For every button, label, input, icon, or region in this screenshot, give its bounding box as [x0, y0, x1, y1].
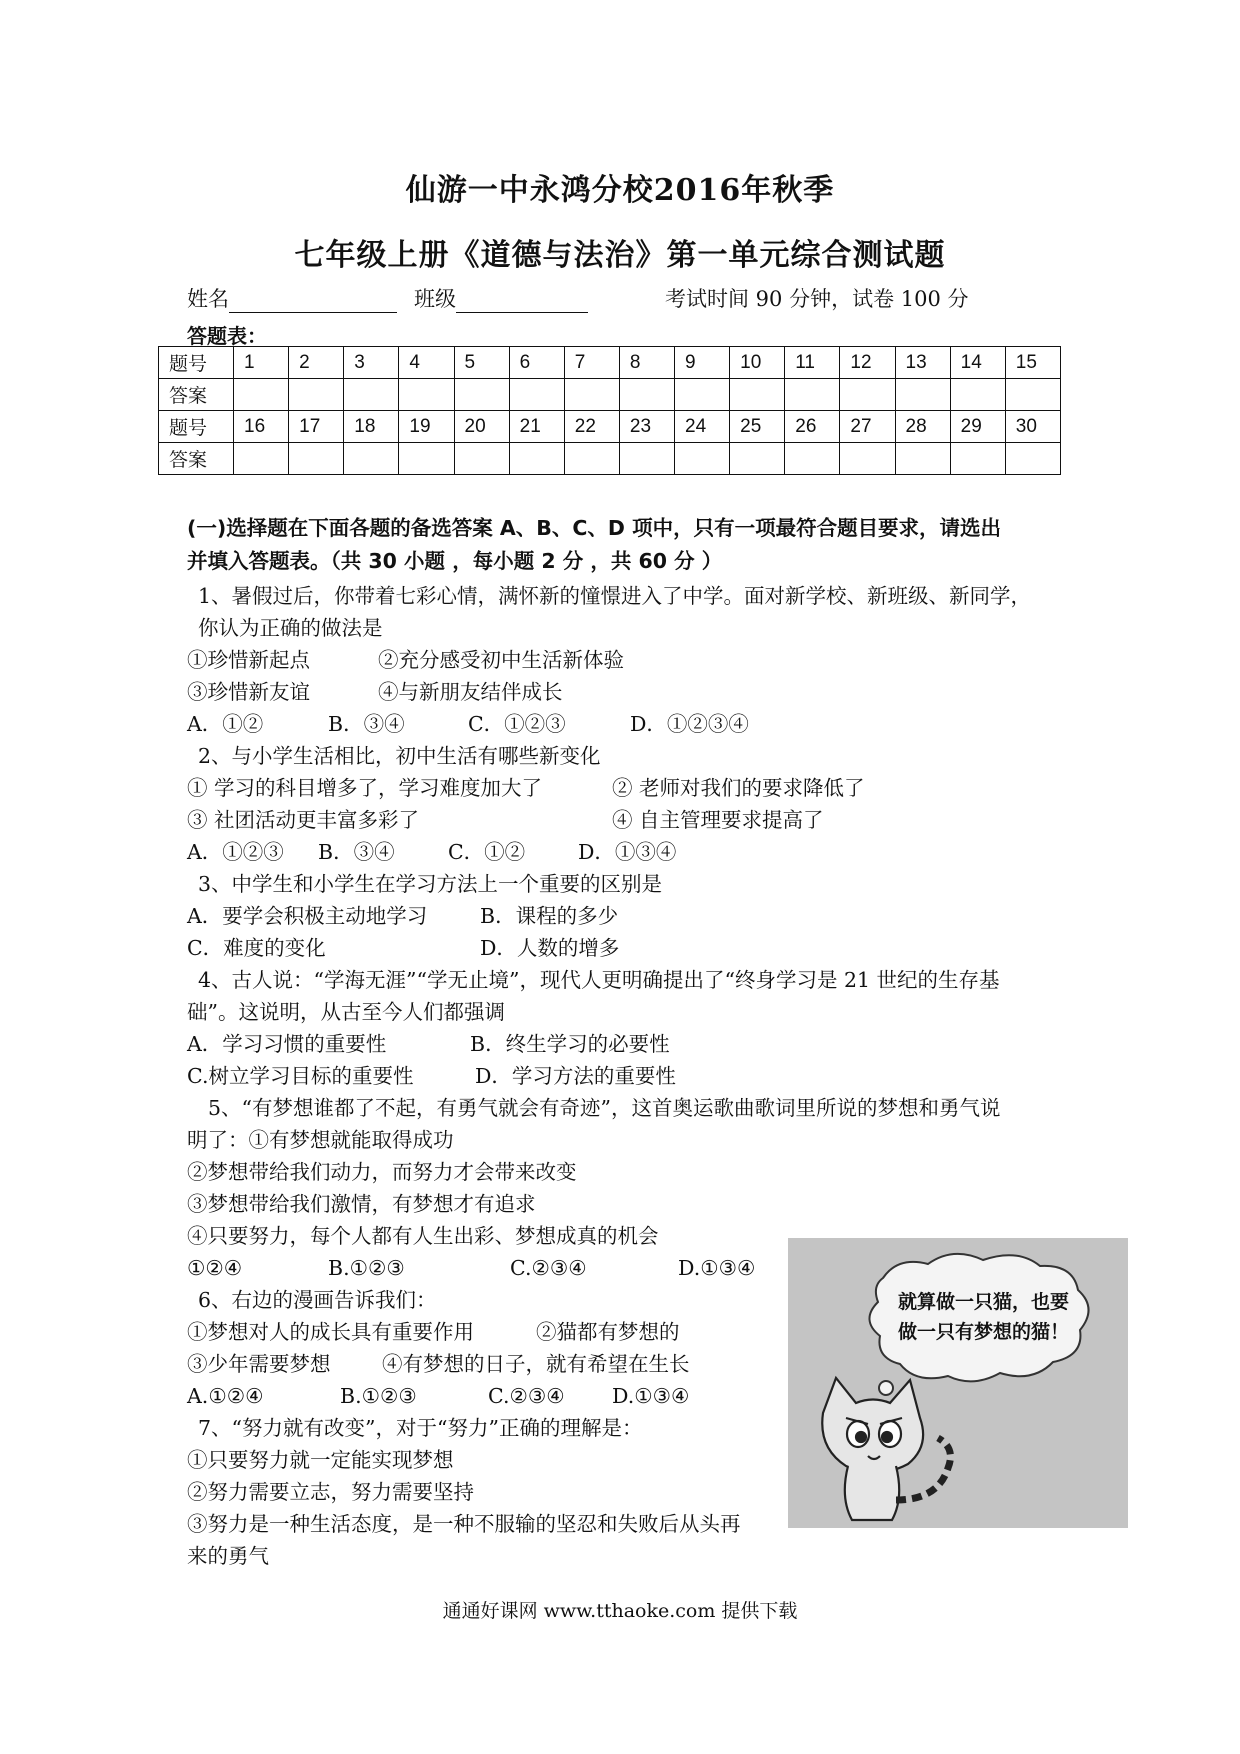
q1-choice-b: B．③④ [328, 712, 405, 736]
cat-cartoon-image [788, 1238, 1128, 1528]
question-number-cell: 23 [619, 411, 674, 443]
answer-cell[interactable] [509, 443, 564, 475]
answer-cell[interactable] [785, 443, 840, 475]
q6-option-3: ③少年需要梦想 [187, 1352, 331, 1376]
q5-option-3: ③梦想带给我们激情，有梦想才有追求 [187, 1192, 536, 1216]
exam-title-school: 仙游一中永鸿分校2016年秋季 [405, 173, 835, 208]
q4-stem-line2: 础”。这说明，从古至今人们都强调 [187, 1000, 505, 1024]
question-number-cell: 25 [730, 411, 785, 443]
q5-choice-b: B.①②③ [328, 1256, 405, 1280]
answer-table-row-header: 答案 [159, 379, 234, 411]
q7-option-3-line1: ③努力是一种生活态度，是一种不服输的坚忍和失败后从头再 [187, 1512, 741, 1536]
q5-stem-line2: 明了：①有梦想就能取得成功 [187, 1128, 454, 1152]
question-number-cell: 9 [675, 347, 730, 379]
speech-text-line1: 就算做一只猫，也要 [898, 1291, 1070, 1313]
q1-stem-line1: 1、暑假过后，你带着七彩心情，满怀新的憧憬进入了中学。面对新学校、新班级、新同学， [198, 584, 1032, 608]
answer-table-row-header: 题号 [159, 347, 234, 379]
answer-cell[interactable] [840, 443, 895, 475]
answer-cell[interactable] [289, 443, 344, 475]
answer-cell[interactable] [344, 443, 399, 475]
answer-cell[interactable] [454, 379, 509, 411]
answer-table-row-header: 答案 [159, 443, 234, 475]
question-number-cell: 16 [234, 411, 289, 443]
question-number-cell: 29 [950, 411, 1005, 443]
answer-cell[interactable] [1005, 379, 1060, 411]
answer-cell[interactable] [454, 443, 509, 475]
answer-cell[interactable] [840, 379, 895, 411]
answer-cell[interactable] [509, 379, 564, 411]
question-number-cell: 20 [454, 411, 509, 443]
q4-choice-d: D．学习方法的重要性 [475, 1064, 676, 1088]
question-number-cell: 11 [785, 347, 840, 379]
exam-title-subject: 七年级上册《道德与法治》第一单元综合测试题 [294, 238, 946, 273]
q1-option-3: ③珍惜新友谊 [187, 680, 310, 704]
question-number-cell: 17 [289, 411, 344, 443]
answer-cell[interactable] [564, 379, 619, 411]
q2-stem: 2、与小学生活相比，初中生活有哪些新变化 [198, 744, 601, 768]
answer-cell[interactable] [344, 379, 399, 411]
answer-cell[interactable] [399, 443, 454, 475]
q6-option-1: ①梦想对人的成长具有重要作用 [187, 1320, 474, 1344]
name-blank[interactable] [229, 290, 397, 313]
question-number-cell: 27 [840, 411, 895, 443]
q6-choice-b: B.①②③ [340, 1384, 417, 1408]
q7-option-3-line2: 来的勇气 [187, 1544, 269, 1568]
q5-stem-line1: 5、“有梦想谁都了不起，有勇气就会有奇迹”，这首奥运歌曲歌词里所说的梦想和勇气说 [208, 1096, 1001, 1120]
question-number-cell: 4 [399, 347, 454, 379]
q4-choice-b: B．终生学习的必要性 [470, 1032, 670, 1056]
speech-cloud [869, 1254, 1088, 1381]
section-instructions-line1: (一)选择题在下面各题的备选答案 A、B、C、D 项中，只有一项最符合题目要求，请选出 [187, 516, 1002, 540]
answer-table-row-header: 题号 [159, 411, 234, 443]
q6-option-4: ④有梦想的日子，就有希望在生长 [382, 1352, 690, 1376]
question-number-cell: 1 [234, 347, 289, 379]
q2-option-1: ① 学习的科目增多了，学习难度加大了 [187, 776, 543, 800]
question-number-cell: 24 [675, 411, 730, 443]
answer-cell[interactable] [895, 379, 950, 411]
question-number-cell: 13 [895, 347, 950, 379]
footer-source: 通通好课网 www.tthaoke.com 提供下载 [442, 1600, 798, 1622]
q1-option-2: ②充分感受初中生活新体验 [378, 648, 624, 672]
q2-choice-b: B．③④ [318, 840, 395, 864]
q1-choice-c: C．①②③ [468, 712, 566, 736]
q2-choice-c: C．①② [448, 840, 526, 864]
question-number-cell: 6 [509, 347, 564, 379]
question-number-cell: 30 [1005, 411, 1060, 443]
answer-cell[interactable] [399, 379, 454, 411]
answer-cell[interactable] [950, 443, 1005, 475]
q5-choice-a: ①②④ [187, 1256, 243, 1280]
answer-cell[interactable] [289, 379, 344, 411]
q5-choice-c: C.②③④ [510, 1256, 587, 1280]
question-number-cell: 2 [289, 347, 344, 379]
question-number-cell: 7 [564, 347, 619, 379]
q3-choice-c: C．难度的变化 [187, 936, 326, 960]
q1-choice-a: A．①② [187, 712, 264, 736]
q4-stem-line1: 4、古人说：“学海无涯”“学无止境”，现代人更明确提出了“终身学习是 21 世纪的生存基 [198, 968, 1000, 992]
q3-choice-a: A．要学会积极主动地学习 [187, 904, 428, 928]
question-number-cell: 26 [785, 411, 840, 443]
question-number-cell: 10 [730, 347, 785, 379]
q7-stem: 7、“努力就有改变”，对于“努力”正确的理解是： [198, 1416, 643, 1440]
answer-cell[interactable] [564, 443, 619, 475]
question-number-cell: 14 [950, 347, 1005, 379]
answer-cell[interactable] [730, 443, 785, 475]
q1-option-1: ①珍惜新起点 [187, 648, 310, 672]
q6-choice-a: A.①②④ [187, 1384, 264, 1408]
question-number-cell: 21 [509, 411, 564, 443]
speech-text-line2: 做一只有梦想的猫！ [898, 1321, 1070, 1343]
question-number-cell: 15 [1005, 347, 1060, 379]
question-number-cell: 18 [344, 411, 399, 443]
answer-table-row [159, 379, 1061, 411]
answer-cell[interactable] [895, 443, 950, 475]
answer-cell[interactable] [950, 379, 1005, 411]
answer-cell[interactable] [675, 443, 730, 475]
q1-option-4: ④与新朋友结伴成长 [378, 680, 563, 704]
answer-table-row [159, 443, 1061, 475]
answer-cell[interactable] [1005, 443, 1060, 475]
q4-choice-a: A．学习习惯的重要性 [187, 1032, 387, 1056]
q6-stem: 6、右边的漫画告诉我们： [198, 1288, 437, 1312]
answer-table-label: 答题表： [187, 324, 267, 348]
class-field: 班级 [414, 283, 588, 313]
q3-choice-b: B．课程的多少 [480, 904, 619, 928]
question-number-cell: 8 [619, 347, 674, 379]
question-number-cell: 22 [564, 411, 619, 443]
q2-option-3: ③ 社团活动更丰富多彩了 [187, 808, 420, 832]
q3-choice-d: D．人数的增多 [480, 936, 620, 960]
q6-option-2: ②猫都有梦想的 [536, 1320, 680, 1344]
section-instructions-line2: 并填入答题表。（共 30 小题 ，每小题 2 分 ，共 60 分 ） [187, 549, 723, 573]
q5-option-2: ②梦想带给我们动力，而努力才会带来改变 [187, 1160, 577, 1184]
question-number-cell: 12 [840, 347, 895, 379]
answer-cell[interactable] [730, 379, 785, 411]
answer-table [158, 346, 1061, 475]
q7-option-2: ②努力需要立志，努力需要坚持 [187, 1480, 474, 1504]
q2-option-4: ④ 自主管理要求提高了 [612, 808, 824, 832]
question-number-cell: 28 [895, 411, 950, 443]
answer-cell[interactable] [675, 379, 730, 411]
q1-choice-d: D．①②③④ [630, 712, 749, 736]
exam-info: 考试时间 90 分钟，试卷 100 分 [665, 287, 969, 311]
q7-option-1: ①只要努力就一定能实现梦想 [187, 1448, 454, 1472]
q2-choice-d: D．①③④ [578, 840, 677, 864]
class-blank[interactable] [456, 290, 588, 313]
q1-stem-line2: 你认为正确的做法是 [198, 616, 383, 640]
q2-choice-a: A．①②③ [187, 840, 284, 864]
q5-choice-d: D.①③④ [678, 1256, 756, 1280]
q6-choice-d: D.①③④ [612, 1384, 690, 1408]
answer-cell[interactable] [619, 379, 674, 411]
question-number-cell: 19 [399, 411, 454, 443]
answer-table-row [159, 347, 1061, 379]
answer-cell[interactable] [619, 443, 674, 475]
answer-cell[interactable] [785, 379, 840, 411]
q5-option-4: ④只要努力，每个人都有人生出彩、梦想成真的机会 [187, 1224, 659, 1248]
name-field: 姓名 [187, 283, 397, 313]
answer-cell[interactable] [234, 379, 289, 411]
answer-table-row [159, 411, 1061, 443]
answer-cell[interactable] [234, 443, 289, 475]
cat-cartoon-drawing [788, 1238, 1128, 1528]
q4-choice-c: C.树立学习目标的重要性 [187, 1064, 414, 1088]
q2-option-2: ② 老师对我们的要求降低了 [612, 776, 865, 800]
question-number-cell: 3 [344, 347, 399, 379]
question-number-cell: 5 [454, 347, 509, 379]
q3-stem: 3、中学生和小学生在学习方法上一个重要的区别是 [198, 872, 663, 896]
q6-choice-c: C.②③④ [488, 1384, 565, 1408]
